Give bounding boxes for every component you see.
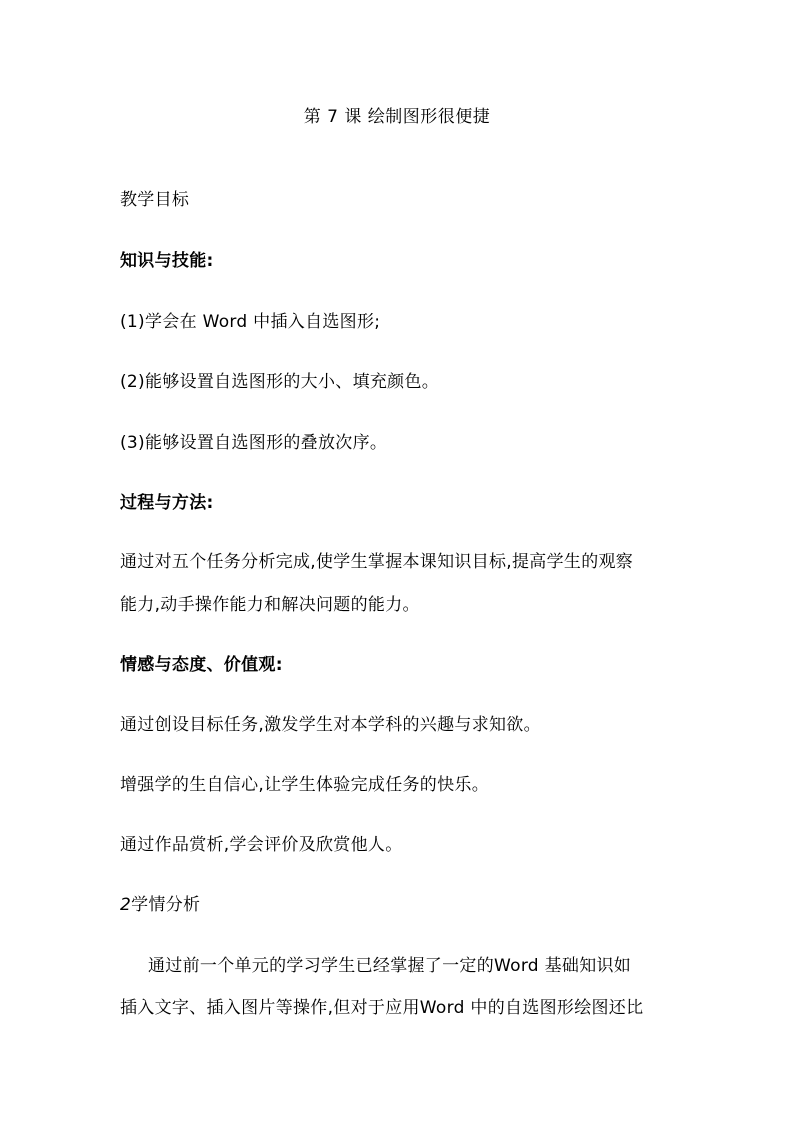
knowledge-item-3: (3)能够设置自选图形的叠放次序。 [120, 433, 388, 453]
emotion-item-3: 通过作品赏析,学会评价及欣赏他人。 [120, 835, 403, 855]
knowledge-skills-heading: 知识与技能: [120, 251, 214, 271]
process-method-heading: 过程与方法: [120, 493, 214, 513]
emotion-item-2: 增强学的生自信心,让学生体验完成任务的快乐。 [120, 775, 490, 795]
process-line-1: 通过对五个任务分析完成,使学生掌握本课知识目标,提高学生的观察 [120, 552, 634, 572]
document-title: 第 7 课 绘制图形很便捷 [303, 107, 491, 127]
analysis-heading [120, 893, 680, 917]
analysis-heading-text: 学情分析 [131, 895, 201, 915]
analysis-line-2: 插入文字、插入图片等操作,但对于应用Word 中的自选图形绘图还比 [120, 998, 644, 1018]
emotion-item-1: 通过创设目标任务,激发学生对本学科的兴趣与求知欲。 [120, 715, 541, 735]
analysis-section-number: 2 [120, 895, 132, 915]
analysis-line-1: 通过前一个单元的学习学生已经掌握了一定的Word 基础知识如 [148, 956, 632, 976]
emotion-attitude-heading: 情感与态度、价值观: [120, 655, 283, 675]
teaching-goals-heading: 教学目标 [120, 190, 190, 210]
knowledge-item-1: (1)学会在 Word 中插入自选图形; [120, 312, 381, 332]
process-line-2: 能力,动手操作能力和解决问题的能力。 [120, 595, 420, 615]
knowledge-item-2: (2)能够设置自选图形的大小、填充颜色。 [120, 372, 440, 392]
